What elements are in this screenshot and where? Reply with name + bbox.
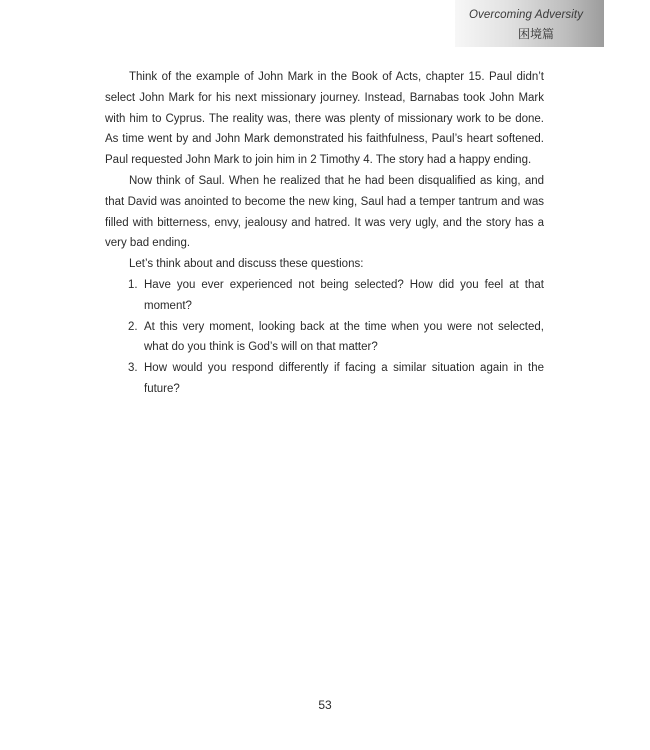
page-number: 53 — [318, 698, 332, 712]
question-text: How would you respond differently if facing a similar situation again in the future? — [144, 362, 544, 395]
question-text: Have you ever experienced not being selected? How did you feel at that moment? — [144, 278, 544, 312]
paragraph-john-mark: Think of the example of John Mark in the Book of Acts, chapter 15. Paul didn’t select John Mark for his next missionary journey. Instead, Barnabas took John Mark with him to Cyprus. The reality was, there was plenty of missionary work to be done. As time went by and John Mark demonstrated his faithfulness, Paul’s heart softened. Paul requested John Mark to join him in 2 Timothy 4. The story had a happy ending. — [105, 71, 544, 167]
question-item — [105, 358, 544, 400]
question-item — [105, 275, 544, 317]
question-number: 3. — [128, 362, 138, 375]
question-text: At this very moment, looking back at the time when you were not selected, what do you think is God’s will on that matter? — [144, 320, 544, 354]
discussion-questions-list — [105, 275, 544, 400]
question-number: 2. — [128, 320, 138, 333]
chapter-title: Overcoming Adversity — [469, 9, 584, 21]
page-body — [105, 67, 544, 400]
paragraph-saul: Now think of Saul. When he realized that he had been disqualified as king, and that David was anointed to become the new king, Saul had a temper tantrum and was filled with bitterness, envy, jealousy and hatred. It was very ugly, and the story has a very bad ending. — [105, 174, 544, 250]
chapter-header-tab — [455, 0, 604, 47]
question-item — [105, 317, 544, 359]
chapter-subtitle-chinese: 困境篇 — [517, 27, 554, 41]
question-number: 1. — [128, 278, 138, 291]
paragraph-questions-intro: Let’s think about and discuss these questions: — [129, 258, 364, 271]
